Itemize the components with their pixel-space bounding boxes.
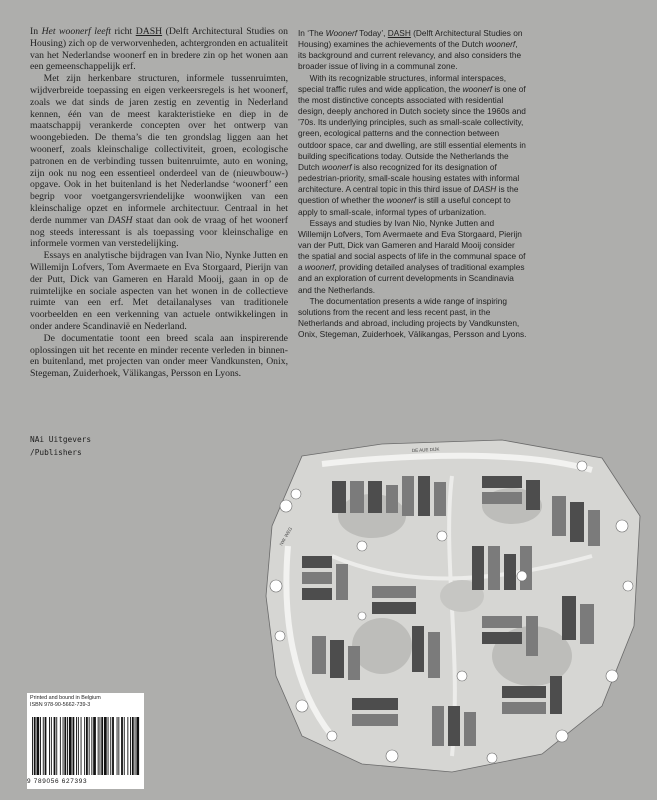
house-cluster-13 <box>432 706 476 746</box>
barcode-bar <box>43 717 44 775</box>
english-blurb <box>298 28 528 340</box>
barcode-bar <box>118 717 119 775</box>
en-paragraph-1: In ‘The Woonerf Today’, DASH (Delft Architectural Studies on Housing) examines the achievements of the Dutch woonerf, its background and current relevancy, and also considers the broader issue of living in a communal zone. <box>298 28 523 72</box>
barcode-bar <box>84 717 85 775</box>
barcode-bar <box>91 717 92 775</box>
barcode-bar <box>49 717 50 775</box>
publisher-name: NAi Uitgevers <box>30 435 92 444</box>
en-paragraph-2: With its recognizable structures, informal interspaces, special traffic rules and wide application, the woonerf is one of the most distinctive concepts associated with residential design, deeply anchored in Dutch society since the 1960s and ’70s. Its underlying principles, such as small-scale collectivity, green, ecological patterns and the connection between outdoor space, car and dwelling, are still essential elements in building specifications today. Outside the Netherlands the Dutch woonerf is also recognized for its designation of pedestrian-priority, small-scale housing estates with informal architecture. A central topic in this third issue of DASH is the question of whether the woonerf is still a useful concept to apply to small-scale, informal types of urbanization. <box>298 72 526 217</box>
barcode-bar <box>121 717 123 775</box>
barcode <box>30 717 140 777</box>
barcode-bar <box>86 717 88 775</box>
barcode-bar <box>135 717 136 775</box>
publisher-subtitle: /Publishers <box>30 448 82 457</box>
barcode-panel <box>27 693 144 789</box>
house-cluster-2 <box>402 476 446 516</box>
barcode-bar <box>124 717 125 775</box>
barcode-bar <box>108 717 109 775</box>
en-paragraph-4: The documentation presents a wide range of inspiring solutions from the recent and less recent past, in the Netherlands and abroad, including projects by Vandkunsten, Onix, Stegeman, Zuiderhoek, Välikangas, Persson and Lyons. <box>298 295 527 340</box>
barcode-bar <box>32 717 33 775</box>
print-info <box>30 695 101 709</box>
street-label-top: DE AUE DIJK <box>411 446 440 453</box>
barcode-bar <box>127 717 128 775</box>
barcode-bar <box>34 717 36 775</box>
nl-paragraph-4: De documentatie toont een breed scala aan inspirerende oplossingen uit het recente en minder recente verleden in binnen- en buitenland, met projecten van onder meer Vandkunsten, Onix, Stegeman, Zuiderhoek, Välikangas, Persson en Lyons. <box>30 332 288 380</box>
printed-in-label: Printed and bound in Belgium <box>30 695 101 701</box>
barcode-digits: 9 789056 627393 <box>27 778 88 785</box>
barcode-bar <box>81 717 82 775</box>
barcode-bar <box>63 717 64 775</box>
barcode-bar <box>67 717 68 775</box>
barcode-bar <box>93 717 96 775</box>
barcode-bar <box>89 717 90 775</box>
barcode-bar <box>100 717 101 775</box>
nl-paragraph-3: Essays en analytische bijdragen van Ivan Nio, Nynke Jutten en Willemijn Lofvers, Tom Avermaete en Eva Storgaard, Pierijn van der Putt, Dick van Gameren en Harald Mooij, gaan in op de ruimtelijke en sociale aspecten van het wonen in de collectieve ruimte van een erf. Met detailanalyses van traditionele voorbeelden en een verkenning van actuele ontwikkelingen in onder andere Scandinavië en Nederland. <box>30 250 288 332</box>
barcode-bar <box>78 717 79 775</box>
en-paragraph-3: Essays and studies by Ivan Nio, Nynke Jutten and Willemijn Lofvers, Tom Avermaete and Eva Storgaard, Pierijn van der Putt, Dick van Gameren and Harald Mooij consider the spatial and social aspects of life in the communal space of a woonerf, providing detailed analyses of traditional examples and an exploration of current developments in Scandinavia and the Netherlands. <box>298 217 526 295</box>
barcode-bar <box>51 717 52 775</box>
barcode-bar <box>132 717 134 775</box>
barcode-bar <box>54 717 56 775</box>
barcode-bar <box>98 717 99 775</box>
street-label-left: NW. WEG <box>278 526 294 547</box>
plan-green-3 <box>352 618 412 674</box>
dutch-blurb <box>30 26 288 380</box>
isbn-label: ISBN 978-90-5662-739-3 <box>30 702 91 708</box>
publisher-imprint <box>30 433 91 459</box>
barcode-bar <box>60 717 61 775</box>
barcode-bar <box>101 717 103 775</box>
barcode-bar <box>136 717 139 775</box>
barcode-bar <box>110 717 111 775</box>
barcode-bar <box>76 717 77 775</box>
site-plan-drawing <box>262 436 642 776</box>
barcode-bar <box>73 717 75 775</box>
barcode-bar <box>45 717 47 775</box>
barcode-bar <box>69 717 72 775</box>
nl-paragraph-1: In Het woonerf leeft richt DASH (Delft Architectural Studies on Housing) zich op de verworvenheden, achtergronden en actualiteit van het Nederlandse woonerf en in bredere zin op het wonen aan een gemeenschappelijk erf. <box>30 26 288 73</box>
barcode-bar <box>56 717 57 775</box>
barcode-bar <box>104 717 107 775</box>
barcode-bar <box>130 717 131 775</box>
barcode-bar <box>40 717 41 775</box>
barcode-bar <box>37 717 40 775</box>
nl-paragraph-2: Met zijn herkenbare structuren, informele tussenruimten, wijdverbreide toepassing en eigen verkeersregels is het woonerf, zoals we dat sinds de jaren zestig en zeventig in Nederland kennen, één van de meest karakteristieke en diep in de maatschappij verankerde concepten over het ontwerp van woongebieden. De thema’s die ten grondslag liggen aan het woonerf, zoals kleinschalige collectiviteit, groen, ecologische patronen en de verbinding tussen buitenruimte, auto en woning, zijn ook nu nog een essentieel onderdeel van de (nieuwbouw-) opgave. Ook in het buitenland is het Nederlandse ‘woonerf’ een begrip voor voetgangersvriendelijke woonwijken van een kleinschalige opzet en informele architectuur. Centraal in het derde nummer van DASH staat dan ook de vraag of het woonerf nog steeds interessant is als toepassing voor kleinschalige en informele vormen van verstedelijking. <box>30 73 288 250</box>
barcode-bar <box>64 717 66 775</box>
barcode-bar <box>112 717 114 775</box>
barcode-bar <box>117 717 118 775</box>
